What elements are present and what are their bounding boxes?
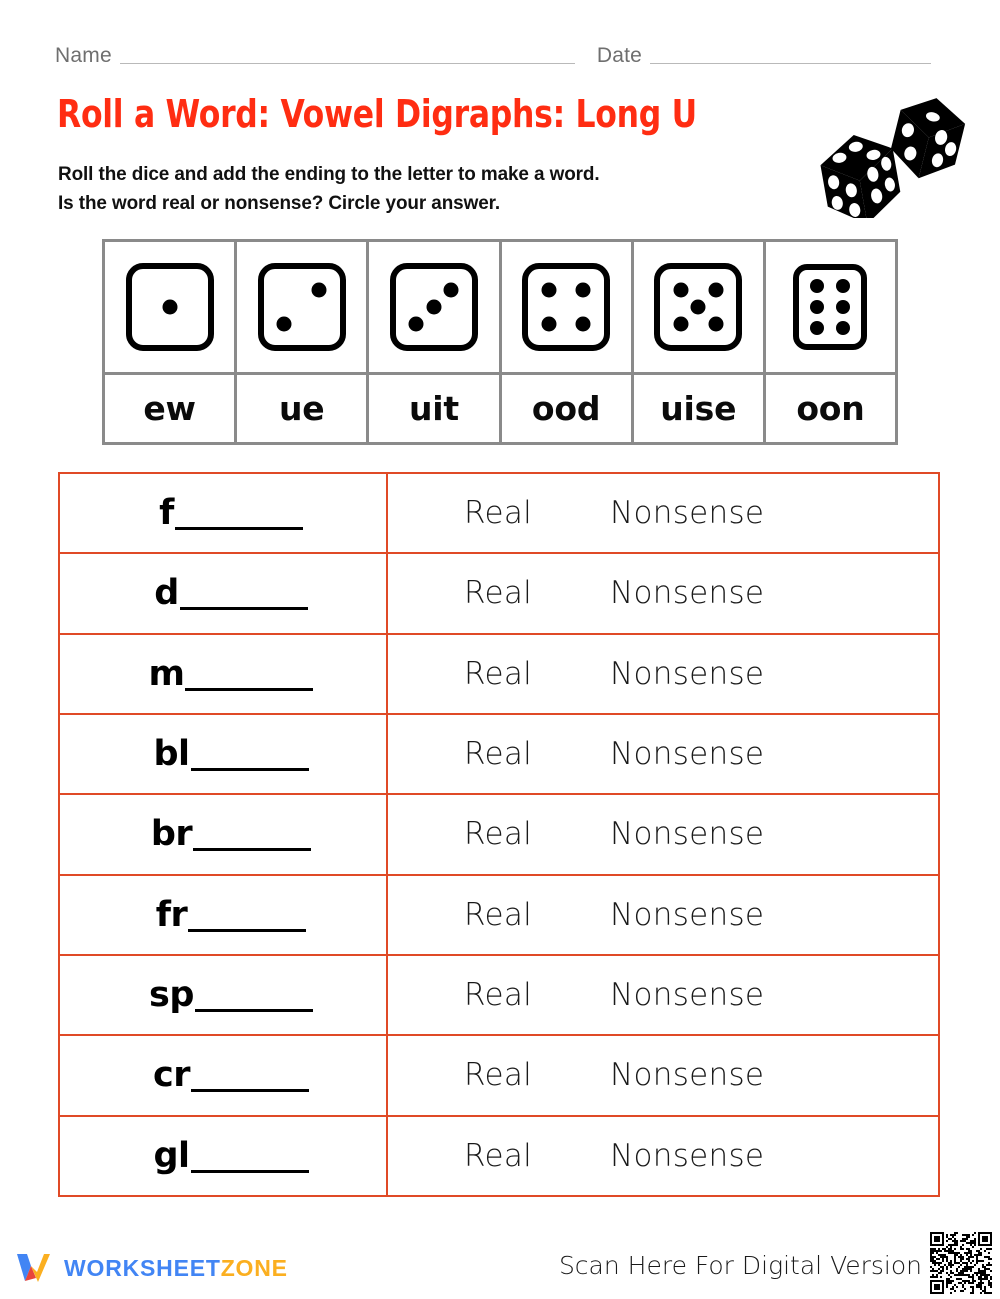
answer-choices-cell: [388, 956, 938, 1034]
die-pip: [444, 282, 459, 297]
name-date-row: [55, 36, 945, 68]
option-real[interactable]: Real: [464, 736, 533, 773]
option-real[interactable]: Real: [464, 977, 533, 1014]
write-in-blank[interactable]: [193, 848, 311, 851]
write-in-blank[interactable]: [188, 929, 306, 932]
answer-row: [60, 1117, 938, 1195]
word-stub: [156, 895, 307, 935]
word-stub: [153, 1136, 308, 1176]
dice-faces-row: [105, 242, 895, 372]
option-real[interactable]: Real: [464, 816, 533, 853]
answer-choices-cell: [388, 554, 938, 632]
die-pip: [542, 283, 557, 298]
option-real[interactable]: Real: [464, 655, 533, 692]
name-label: Name: [55, 44, 112, 67]
die-face-1: [126, 263, 214, 351]
dice-label-cell-3: [369, 375, 501, 442]
two-dice-illustration: [808, 78, 988, 218]
word-stub: [149, 975, 313, 1015]
write-in-blank[interactable]: [191, 768, 309, 771]
worksheet-zone-logo: [14, 1248, 288, 1288]
option-nonsense[interactable]: Nonsense: [610, 736, 765, 773]
dice-ending-label: uit: [408, 389, 459, 428]
die-face-5: [654, 263, 742, 351]
word-blank-cell[interactable]: [60, 956, 388, 1034]
word-stub-letters: bl: [153, 734, 190, 775]
logo-word-1: WORKSHEET: [64, 1254, 221, 1281]
option-nonsense[interactable]: Nonsense: [610, 495, 765, 532]
word-stub: [151, 814, 311, 854]
page-title: Roll a Word: Vowel Digraphs: Long U: [57, 92, 697, 136]
dice-labels-row: [105, 372, 895, 442]
die-face-2: [258, 263, 346, 351]
name-input-line[interactable]: [120, 63, 575, 64]
option-nonsense[interactable]: Nonsense: [610, 575, 765, 612]
answer-choices-cell: [388, 795, 938, 873]
answer-row: [60, 474, 938, 554]
answer-choices-cell: [388, 1117, 938, 1195]
logo-text: [64, 1255, 288, 1282]
die-face-2: [258, 263, 346, 351]
instructions-line-1: Roll the dice and add the ending to the letter to make a word.: [58, 163, 600, 185]
dice-face-cell-3: [369, 242, 501, 372]
word-stub-letters: br: [150, 814, 193, 855]
answer-choices-cell: [388, 876, 938, 954]
dice-label-cell-5: [634, 375, 766, 442]
answer-row: [60, 1036, 938, 1116]
die-face-4: [522, 263, 610, 351]
die-pip: [575, 316, 590, 331]
die-face-3: [390, 263, 478, 351]
die-pip: [277, 317, 292, 332]
option-real[interactable]: Real: [464, 575, 533, 612]
answer-row: [60, 635, 938, 715]
answer-row: [60, 795, 938, 875]
die-pip: [836, 279, 850, 293]
dice-label-cell-2: [237, 375, 369, 442]
answer-row: [60, 715, 938, 795]
word-blank-cell[interactable]: [60, 554, 388, 632]
write-in-blank[interactable]: [185, 688, 313, 691]
dice-face-cell-6: [766, 242, 895, 372]
write-in-blank[interactable]: [195, 1009, 313, 1012]
die-pip: [575, 283, 590, 298]
dice-label-cell-6: [766, 375, 895, 442]
logo-word-2: ZONE: [220, 1254, 288, 1281]
word-stub: [153, 734, 308, 774]
die-pip: [673, 317, 688, 332]
write-in-blank[interactable]: [191, 1089, 309, 1092]
word-stub-letters: gl: [153, 1135, 190, 1176]
word-stub-letters: fr: [155, 894, 188, 935]
die-pip: [810, 300, 824, 314]
word-stub-letters: cr: [152, 1055, 190, 1096]
option-nonsense[interactable]: Nonsense: [610, 896, 765, 933]
write-in-blank[interactable]: [191, 1170, 309, 1173]
qr-code-icon[interactable]: [930, 1232, 992, 1294]
instructions: [58, 160, 795, 218]
die-face-4: [522, 263, 610, 351]
option-real[interactable]: Real: [464, 1057, 533, 1094]
word-stub: [153, 1055, 309, 1095]
dice-face-cell-5: [634, 242, 766, 372]
logo-w-mark-icon: [14, 1251, 56, 1285]
dice-ending-label: ew: [143, 389, 196, 428]
word-stub-letters: d: [154, 573, 179, 614]
die-pip: [312, 282, 327, 297]
die-pip: [836, 321, 850, 335]
option-nonsense[interactable]: Nonsense: [610, 1057, 765, 1094]
scan-here-text: Scan Here For Digital Version: [558, 1251, 922, 1280]
answer-choices-cell: [388, 635, 938, 713]
word-stub-letters: m: [148, 653, 185, 694]
dice-face-cell-4: [502, 242, 634, 372]
dice-label-cell-1: [105, 375, 237, 442]
answer-table: [58, 472, 940, 1197]
option-nonsense[interactable]: Nonsense: [610, 1137, 765, 1174]
dice-key-table: [102, 239, 898, 445]
write-in-blank[interactable]: [175, 527, 303, 530]
word-blank-cell[interactable]: [60, 1117, 388, 1195]
die-face-3: [390, 263, 478, 351]
dice-face-cell-1: [105, 242, 237, 372]
dice-ending-label: ood: [531, 389, 601, 428]
dice-face-cell-2: [237, 242, 369, 372]
answer-row: [60, 956, 938, 1036]
die-pip: [162, 300, 177, 315]
date-input-line[interactable]: [650, 63, 931, 64]
word-stub: [149, 654, 314, 694]
dice-ending-label: oon: [796, 389, 865, 428]
date-label: Date: [596, 44, 642, 67]
word-stub: [159, 493, 303, 533]
die-pip: [673, 282, 688, 297]
die-pip: [708, 317, 723, 332]
die-pip: [691, 300, 706, 315]
dice-ending-label: uise: [660, 389, 737, 428]
dice-ending-label: ue: [279, 389, 325, 428]
word-stub: [154, 573, 308, 613]
word-blank-cell[interactable]: [60, 1036, 388, 1114]
die-pip: [409, 317, 424, 332]
option-nonsense[interactable]: Nonsense: [610, 977, 765, 1014]
die-pip: [810, 279, 824, 293]
answer-row: [60, 876, 938, 956]
option-nonsense[interactable]: Nonsense: [610, 816, 765, 853]
answer-choices-cell: [388, 1036, 938, 1114]
die-pip: [542, 316, 557, 331]
option-real[interactable]: Real: [464, 1137, 533, 1174]
die-face-5: [654, 263, 742, 351]
die-pip: [708, 282, 723, 297]
option-nonsense[interactable]: Nonsense: [610, 655, 765, 692]
die-pip: [810, 321, 824, 335]
answer-choices-cell: [388, 474, 938, 552]
word-blank-cell[interactable]: [60, 715, 388, 793]
write-in-blank[interactable]: [180, 607, 308, 610]
die-face-6: [793, 264, 867, 350]
instructions-line-2: Is the word real or nonsense? Circle your answer.: [58, 191, 501, 214]
word-blank-cell[interactable]: [60, 795, 388, 873]
die-face-6: [793, 264, 867, 350]
word-blank-cell[interactable]: [60, 474, 388, 552]
word-stub-letters: sp: [149, 975, 194, 1016]
die-pip: [426, 300, 441, 315]
die-face-1: [126, 263, 214, 351]
answer-row: [60, 554, 938, 634]
option-real[interactable]: Real: [464, 896, 533, 933]
word-blank-cell[interactable]: [60, 876, 388, 954]
word-blank-cell[interactable]: [60, 635, 388, 713]
option-real[interactable]: Real: [464, 495, 533, 532]
dice-label-cell-4: [502, 375, 634, 442]
die-pip: [836, 300, 850, 314]
word-stub-letters: f: [159, 493, 174, 534]
answer-choices-cell: [388, 715, 938, 793]
